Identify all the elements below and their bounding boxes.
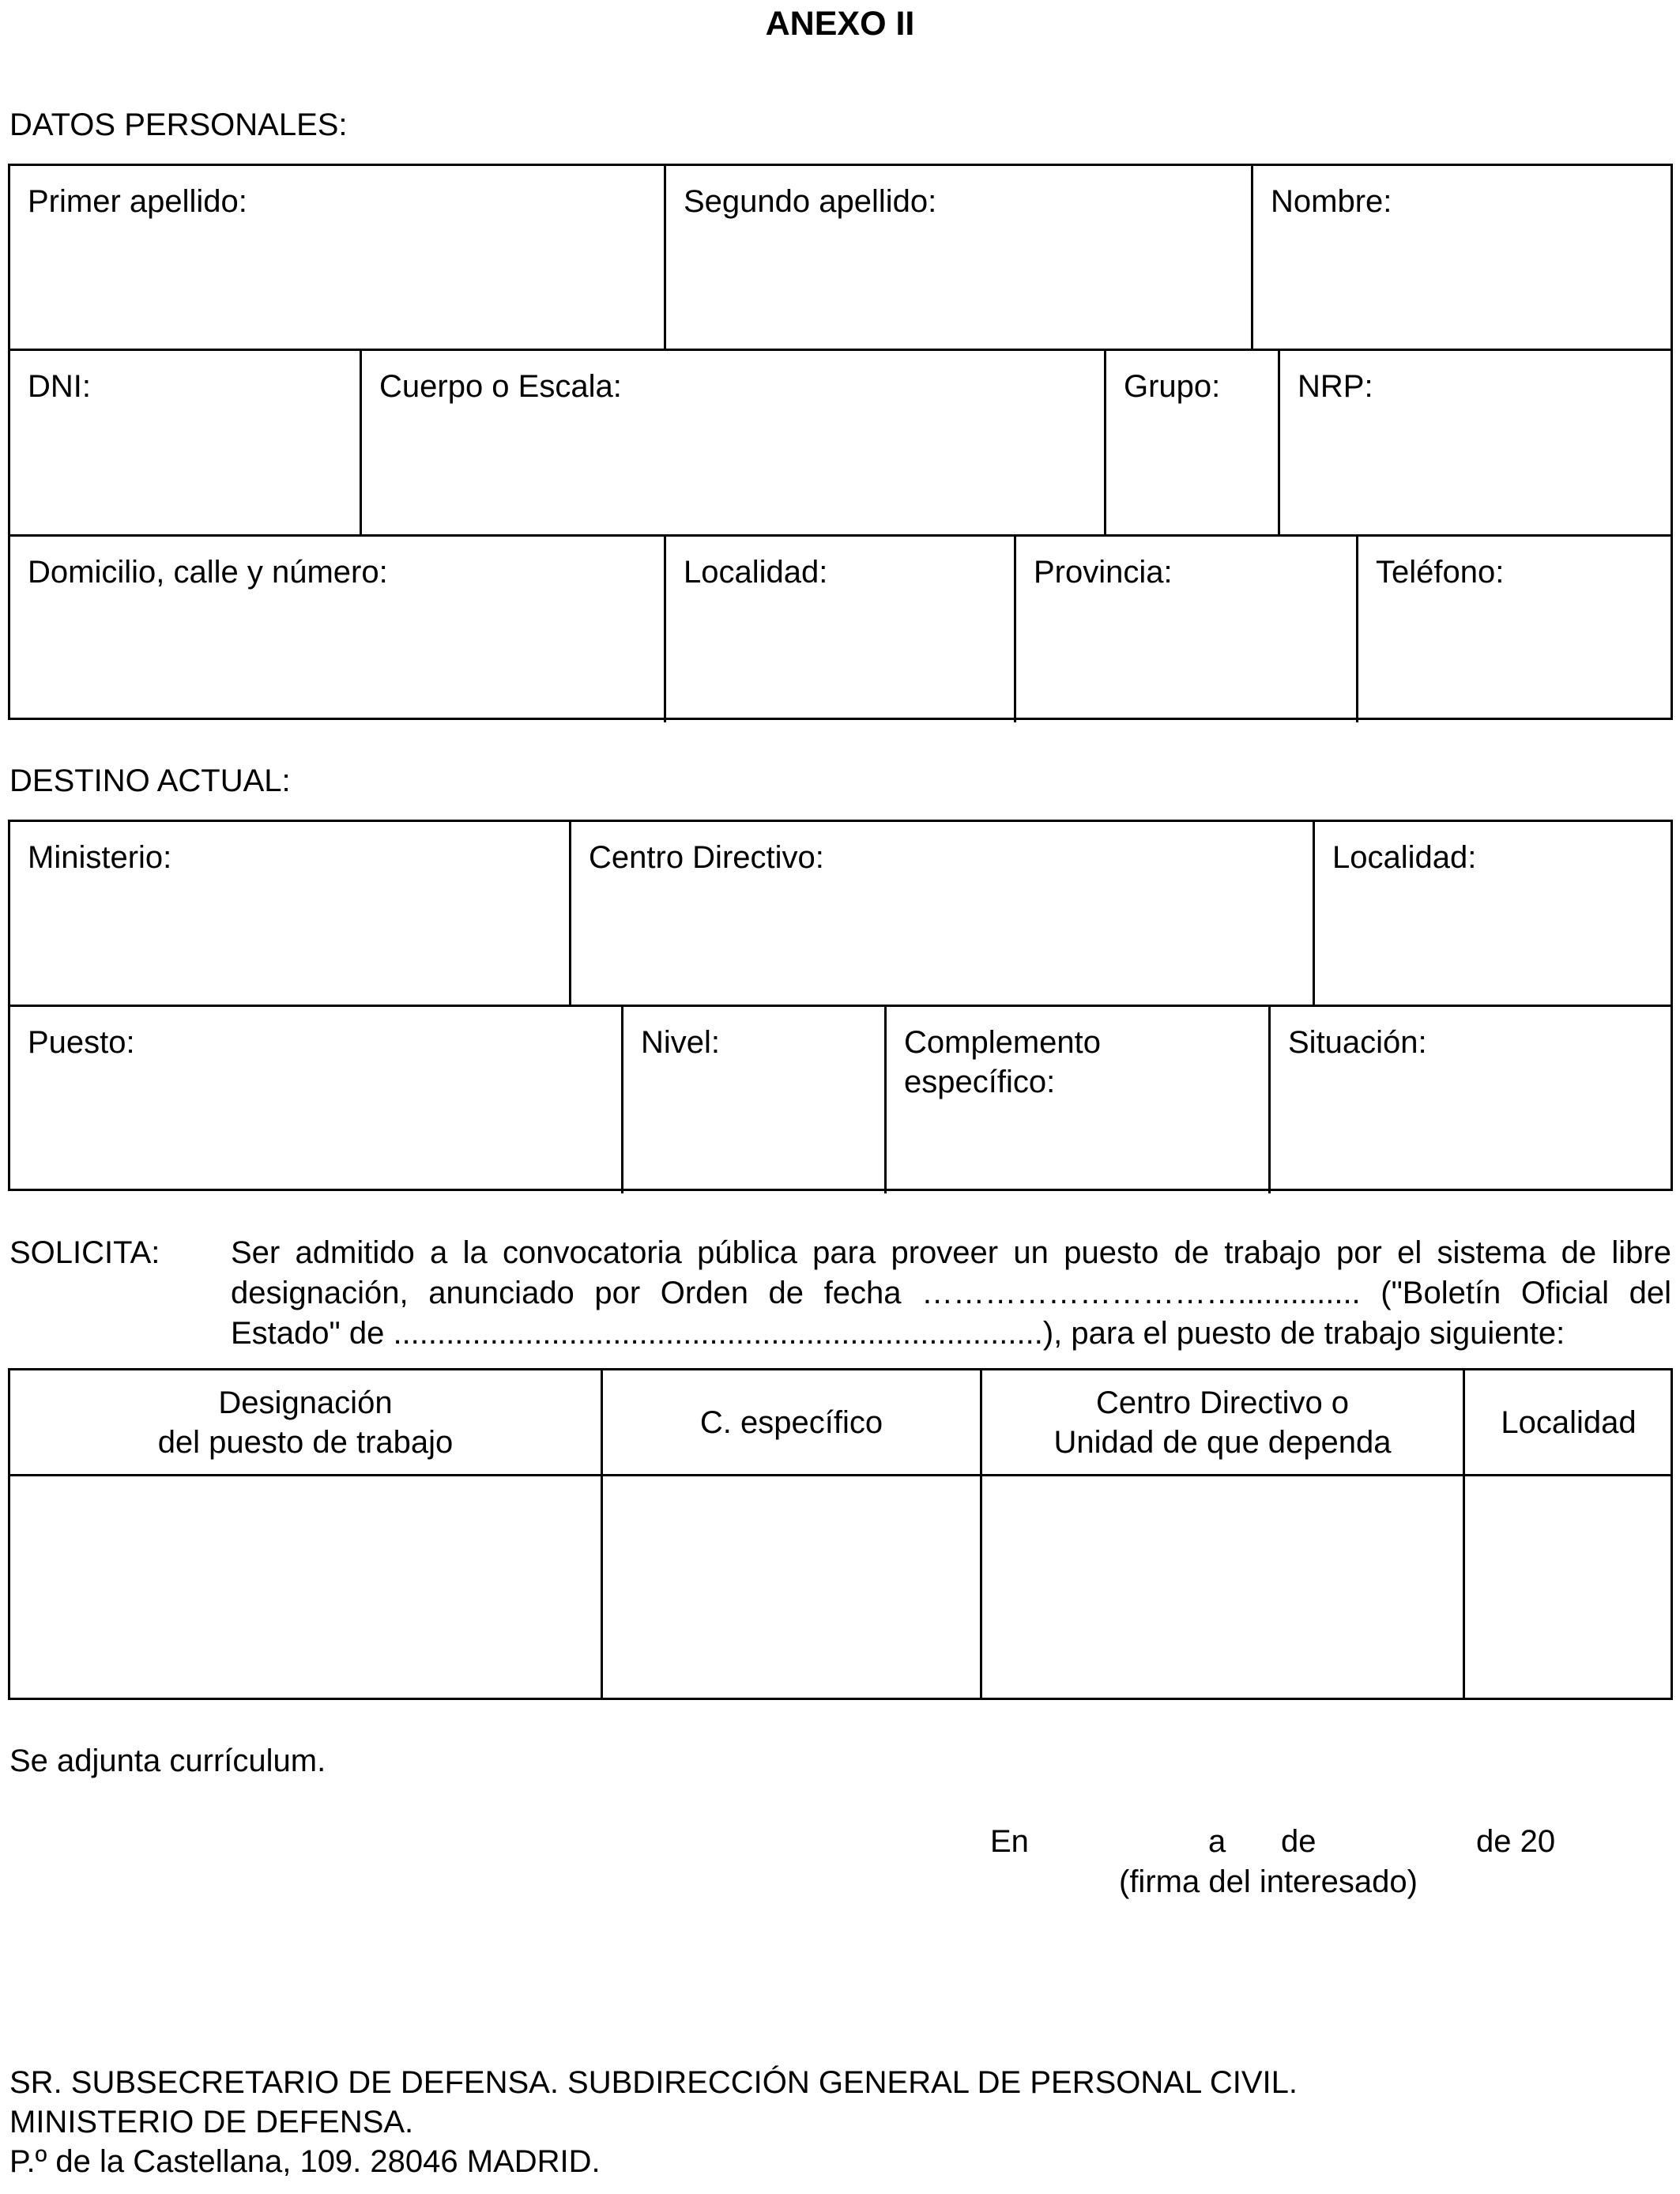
puesto-field[interactable] bbox=[10, 1007, 621, 1191]
nrp-label: NRP: bbox=[1298, 369, 1373, 404]
centro-directivo-field[interactable] bbox=[571, 822, 1313, 1005]
solicita-label: SOLICITA: bbox=[9, 1235, 160, 1270]
firma-de: de bbox=[1281, 1824, 1317, 1859]
firma-de-20: de 20 bbox=[1476, 1824, 1556, 1859]
localidad-destino-field[interactable] bbox=[1315, 822, 1672, 1005]
domicilio-field[interactable] bbox=[10, 537, 664, 720]
primer-apellido-label: Primer apellido: bbox=[28, 184, 247, 219]
primer-apellido-field[interactable] bbox=[10, 166, 664, 349]
dni-field[interactable] bbox=[10, 351, 360, 534]
localidad-input[interactable] bbox=[1465, 1476, 1672, 1699]
centro-directivo-input[interactable] bbox=[982, 1476, 1463, 1699]
localidad-personal-label: Localidad: bbox=[684, 555, 828, 590]
segundo-apellido-label: Segundo apellido: bbox=[684, 184, 937, 219]
ministerio-label: Ministerio: bbox=[28, 840, 172, 875]
telefono-label: Teléfono: bbox=[1376, 555, 1505, 590]
nombre-label: Nombre: bbox=[1271, 184, 1392, 219]
situacion-label: Situación: bbox=[1288, 1025, 1427, 1060]
firma-en: En bbox=[990, 1824, 1029, 1859]
cuerpo-escala-label: Cuerpo o Escala: bbox=[379, 369, 622, 404]
destinatario-line-3: P.º de la Castellana, 109. 28046 MADRID. bbox=[9, 2144, 601, 2179]
complemento-especifico-field[interactable] bbox=[887, 1007, 1268, 1191]
nrp-field[interactable] bbox=[1280, 351, 1672, 534]
provincia-field[interactable] bbox=[1016, 537, 1356, 720]
puesto-label: Puesto: bbox=[28, 1025, 135, 1060]
cuerpo-escala-field[interactable] bbox=[362, 351, 1104, 534]
firma-caption: (firma del interesado) bbox=[1119, 1864, 1418, 1899]
localidad-personal-field[interactable] bbox=[666, 537, 1014, 720]
nivel-field[interactable] bbox=[623, 1007, 884, 1191]
centro-directivo-label: Centro Directivo: bbox=[589, 840, 824, 875]
nivel-label: Nivel: bbox=[641, 1025, 721, 1060]
segundo-apellido-field[interactable] bbox=[666, 166, 1251, 349]
destino-actual-heading: DESTINO ACTUAL: bbox=[9, 763, 291, 798]
solicita-text: Ser admitido a la convocatoria pública para proveer un puesto de trabajo por el sistema de libre designación, anunciado por Orden de fecha ………………………….............. ("Boletín Oficial del Estado" de ..........................................................................), para el puesto de trabajo siguiente: bbox=[231, 1235, 1671, 1351]
firma-a: a bbox=[1208, 1824, 1226, 1859]
localidad-destino-label: Localidad: bbox=[1332, 840, 1477, 875]
complemento-especifico-label: Complemento específico: bbox=[904, 1025, 1102, 1099]
dni-label: DNI: bbox=[28, 369, 91, 404]
designacion-input[interactable] bbox=[10, 1476, 601, 1699]
domicilio-label: Domicilio, calle y número: bbox=[28, 555, 388, 590]
situacion-field[interactable] bbox=[1271, 1007, 1672, 1191]
header-designacion: Designación del puesto de trabajo bbox=[157, 1385, 454, 1460]
grupo-field[interactable] bbox=[1106, 351, 1278, 534]
grupo-label: Grupo: bbox=[1124, 369, 1221, 404]
header-localidad: Localidad bbox=[1501, 1404, 1637, 1440]
nombre-field[interactable] bbox=[1253, 166, 1672, 349]
header-c-especifico: C. específico bbox=[699, 1404, 883, 1440]
ministerio-field[interactable] bbox=[10, 822, 569, 1005]
c-especifico-input[interactable] bbox=[603, 1476, 980, 1699]
destinatario-line-1: SR. SUBSECRETARIO DE DEFENSA. SUBDIRECCIÓN GENERAL DE PERSONAL CIVIL. bbox=[9, 2065, 1298, 2100]
destinatario-line-2: MINISTERIO DE DEFENSA. bbox=[9, 2105, 414, 2139]
document-title: ANEXO II bbox=[765, 5, 915, 43]
datos-personales-box bbox=[8, 164, 1673, 720]
adjunta-curriculum: Se adjunta currículum. bbox=[9, 1744, 326, 1778]
header-centro-directivo: Centro Directivo o Unidad de que dependa bbox=[1053, 1385, 1392, 1460]
puesto-solicitado-table bbox=[8, 1368, 1673, 1700]
destino-actual-box bbox=[8, 820, 1673, 1191]
datos-personales-heading: DATOS PERSONALES: bbox=[9, 107, 348, 142]
telefono-field[interactable] bbox=[1358, 537, 1672, 720]
provincia-label: Provincia: bbox=[1034, 555, 1173, 590]
